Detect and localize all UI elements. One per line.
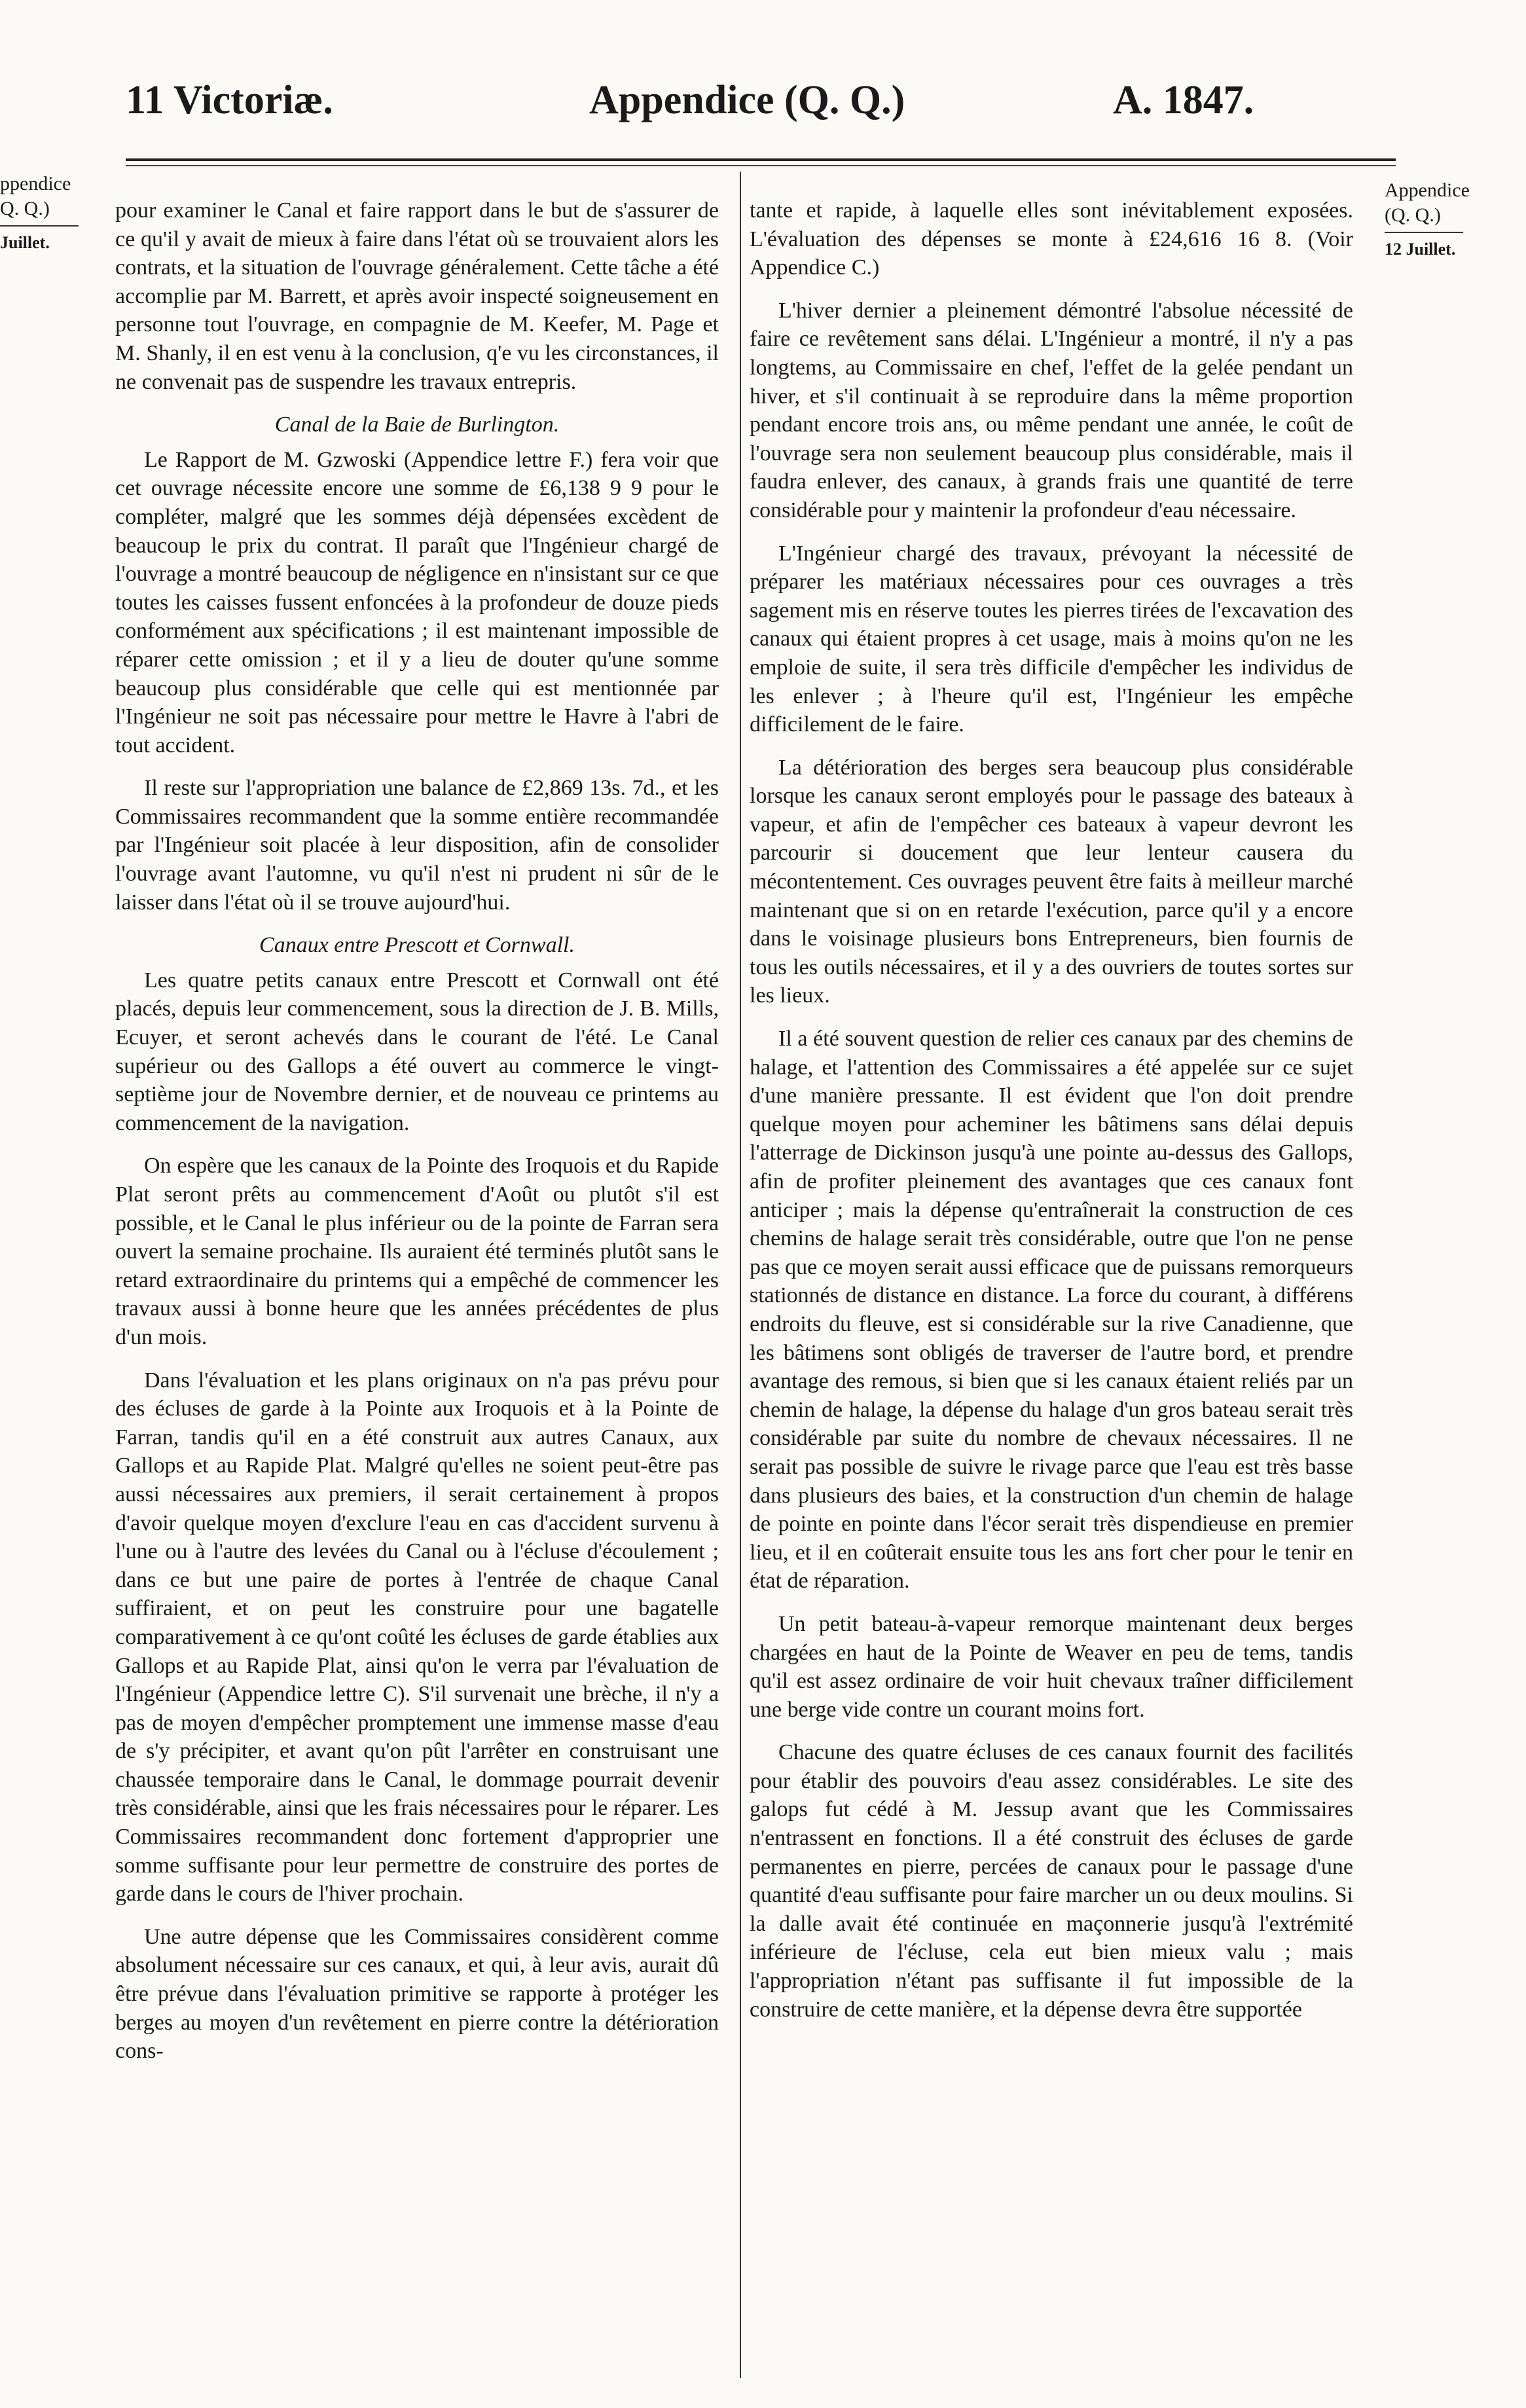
left-column (115, 196, 719, 2080)
margin-right-line1: Appendice (1385, 179, 1470, 201)
paragraph: Les quatre petits canaux entre Prescott et Cornwall ont été placés, depuis leur commencement, sous la direction de J. B. Mills, Ecuyer, et seront achevés dans le courant de l'été. Le Canal supérieur ou des Gallops a été ouvert au commerce le vingt-septième jour de Novembre dernier, et de nouveau ce printems au commencement de la navigation. (115, 968, 719, 1135)
margin-right-line2: (Q. Q.) (1385, 204, 1441, 226)
margin-note-left (0, 172, 105, 255)
paragraph: tante et rapide, à laquelle elles sont inévitablement exposées. L'évaluation des dépenses se monte à £24,616 16 8. (Voir Appendice C.) (750, 198, 1353, 280)
paragraph: Il reste sur l'appropriation une balance de £2,869 13s. 7d., et les Commissaires recommandent que la somme entière recommandée par l'Ingénieur soit placée à leur disposition, afin de consolider l'ouvrage avant l'automne, vu qu'il n'est ni prudent ni sûr de le laisser dans l'état où il se trouve aujourd'hui. (115, 776, 719, 915)
header-appendix: Appendice (Q. Q.) (589, 78, 905, 122)
paragraph: La détérioration des berges sera beaucoup plus considérable lorsque les canaux seront employés pour le passage des bateaux à vapeur, et afin de l'empêcher ces bateaux à vapeur devront les parcourir si doucement que leur lenteur causera du mécontentement. Ces ouvrages peuvent être faits à meilleur marché maintenant que si on en retarde l'exécution, parce qu'il y a encore dans le voisinage plusieurs bons Entrepreneurs, bien fournis de tous les outils nécessaires, et il y a des ouvriers de toutes sortes sur les lieux. (750, 755, 1353, 1008)
right-column (750, 196, 1353, 2038)
margin-left-line2: Q. Q.) (0, 198, 50, 219)
paragraph: Le Rapport de M. Gzwoski (Appendice lettre F.) fera voir que cet ouvrage nécessite encore une somme de £6,138 9 9 pour le compléter, malgré que les sommes déjà dépensées excèdent de beaucoup le prix du contrat. Il paraît que l'Ingénieur chargé de l'ouvrage a montré beaucoup de négligence en n'insistant sur ce que toutes les caisses fussent enfoncées à la profondeur de douze pieds conformément aux spécifications ; il est maintenant impossible de réparer cette omission ; et il y a lieu de douter qu'une somme beaucoup plus considérable que celle qui est mentionnée par l'Ingénieur ne soit pas nécessaire pour mettre le Havre à l'abri de tout accident. (115, 447, 719, 757)
margin-left-date: Juillet. (0, 233, 50, 252)
paragraph: Chacune des quatre écluses de ces canaux fournit des facilités pour établir des pouvoirs d'eau assez considérables. Le site des galops fut cédé à M. Jessup avant que les Commissaires n'entrassent en fonctions. Il a été construit des écluses de garde permanentes en pierre, percées de canaux pour le passage d'une quantité d'eau suffisante pour faire marcher un ou deux moulins. Si la dalle avait été continuée en maçonnerie jusqu'à l'extrémité inférieure de l'écluse, cela eut bien mieux valu ; mais l'appropriation n'étant pas suffisante il fut impossible de la construire de cette manière, et la dépense devra être supportée (750, 1740, 1353, 2022)
paragraph: Une autre dépense que les Commissaires considèrent comme absolument nécessaire sur ces canaux, et qui, à leur avis, aurait dû être prévue dans l'évaluation primitive se rapporte à protéger les berges au moyen d'un revêtement en pierre contre la détérioration cons- (115, 1924, 719, 2064)
margin-note-right (1385, 178, 1526, 262)
header-volume: 11 Victoriæ. (126, 78, 333, 122)
paragraph: Un petit bateau-à-vapeur remorque maintenant deux berges chargées en haut de la Pointe de Weaver en peu de tems, tandis qu'il est assez ordinaire de voir huit chevaux traîner difficilement une berge vide contre un courant moins fort. (750, 1611, 1353, 1722)
section-heading: Canal de la Baie de Burlington. (274, 412, 560, 437)
header-rule-thick (126, 158, 1396, 161)
section-heading: Canaux entre Prescott et Cornwall. (259, 933, 575, 958)
margin-right-brace (1385, 232, 1463, 233)
paragraph: L'Ingénieur chargé des travaux, prévoyant la nécessité de préparer les matériaux nécessaires pour ces ouvrages a très sagement mis en réserve toutes les pierres tirées de l'excavation des canaux qui étaient propres à cet usage, mais à moins qu'on ne les emploie de suite, il sera très difficile d'empêcher les individus de les enlever ; à l'heure qu'il est, l'Ingénieur les empêche difficilement de le faire. (750, 541, 1353, 737)
margin-left-line1: ppendice (0, 173, 71, 194)
page-header (0, 77, 1526, 136)
paragraph: pour examiner le Canal et faire rapport dans le but de s'assurer de ce qu'il y avait de mieux à faire dans l'état où se trouvaient alors les contrats, et la situation de l'ouvrage généralement. Cette tâche a été accomplie par M. Barrett, et après avoir inspecté soigneusement en personne tout l'ouvrage, en compagnie de M. Keefer, M. Page et M. Shanly, il en est venu à la conclusion, q'e vu les circonstances, il ne convenait pas de suspendre les travaux entrepris. (115, 198, 719, 394)
column-divider (740, 172, 741, 2378)
paragraph: Il a été souvent question de relier ces canaux par des chemins de halage, et l'attention des Commissaires a été appelée sur ce sujet d'une manière pressante. Il est évident que l'on doit prendre quelque moyen pour acheminer les bâtimens sans délai depuis l'atterrage de Dickinson jusqu'à une pointe au-dessus des Gallops, afin de profiter pleinement des avantages que ces canaux font anticiper ; mais la dépense qu'entraînerait la construction de ces chemins de halage serait très considérable, outre que l'on ne pense pas que ce moyen serait aussi efficace que de puissans remorqueurs stationnés de distance en distance. La force du courant, à différens endroits du fleuve, est si considérable sur la rive Canadienne, que les bâtimens sont obligés de traverser de l'autre bord, et prendre avantage des remous, si bien que si les canaux étaient reliés par un chemin de halage, la dépense du halage d'un gros bateau serait très considérable par suite du nombre de chevaux nécessaires. Il ne serait pas possible de suivre le rivage parce que l'eau est très basse dans plusieurs des baies, et la construction d'un chemin de halage de pointe en pointe dans l'écor serait très dispendieuse en premier lieu, et il en coûterait ensuite tous les ans fort cher pour le tenir en état de réparation. (750, 1027, 1353, 1594)
margin-left-brace (0, 225, 79, 227)
header-rule-thin (126, 165, 1396, 166)
header-year: A. 1847. (1113, 78, 1254, 122)
paragraph: L'hiver dernier a pleinement démontré l'absolue nécessité de faire ce revêtement sans délai. L'Ingénieur a montré, il n'y a pas longtems, au Commissaire en chef, l'effet de la gelée pendant un hiver, et s'il continuait à se reproduire dans la même proportion pendant encore trois ans, ou même pendant une année, le coût de l'ouvrage sera non seulement beaucoup plus considérable, mais il faudra enlever, des canaux, à grands frais une quantité de terre considérable pour y maintenir la profondeur d'eau nécessaire. (750, 298, 1353, 522)
margin-right-date: 12 Juillet. (1385, 240, 1456, 259)
paragraph: On espère que les canaux de la Pointe des Iroquois et du Rapide Plat seront prêts au commencement d'Août ou plutôt s'il est possible, et le Canal le plus inférieur ou de la pointe de Farran sera ouvert la semaine prochaine. Ils auraient été terminés plutôt sans le retard extraordinaire du printems qui a empêché de commencer les travaux aussi à bonne heure que les années précédentes de plus d'un mois. (115, 1154, 719, 1349)
paragraph: Dans l'évaluation et les plans originaux on n'a pas prévu pour des écluses de garde à la Pointe aux Iroquois et à la Pointe de Farran, tandis qu'il en a été construit aux autres Canaux, aux Gallops et au Rapide Plat. Malgré qu'elles ne soient peut-être pas aussi nécessaires aux premiers, il serait certainement à propos d'avoir quelque moyen d'exclure l'eau en cas d'accident survenu à l'une ou à l'autre des levées du Canal ou à l'écluse d'écoulement ; dans ce but une paire de portes à l'entrée de chaque Canal suffiraient, et on peut les construire pour une bagatelle comparativement à ce qu'ont coûté les écluses de garde établies aux Gallops et au Rapide Plat, ainsi qu'on le verra par l'évaluation de l'Ingénieur (Appendice lettre C). S'il survenait une brèche, il n'y a pas de moyen d'empêcher promptement une immense masse d'eau de s'y précipiter, et avant qu'on pût l'arrêter en construisant une chaussée temporaire dans le Canal, le dommage pourrait devenir très considérable, ainsi que les frais nécessaires pour le réparer. Les Commissaires recommandent donc fortement d'approprier une somme suffisante pour leur permettre de construire des portes de garde dans le cours de l'hiver prochain. (115, 1368, 719, 1906)
